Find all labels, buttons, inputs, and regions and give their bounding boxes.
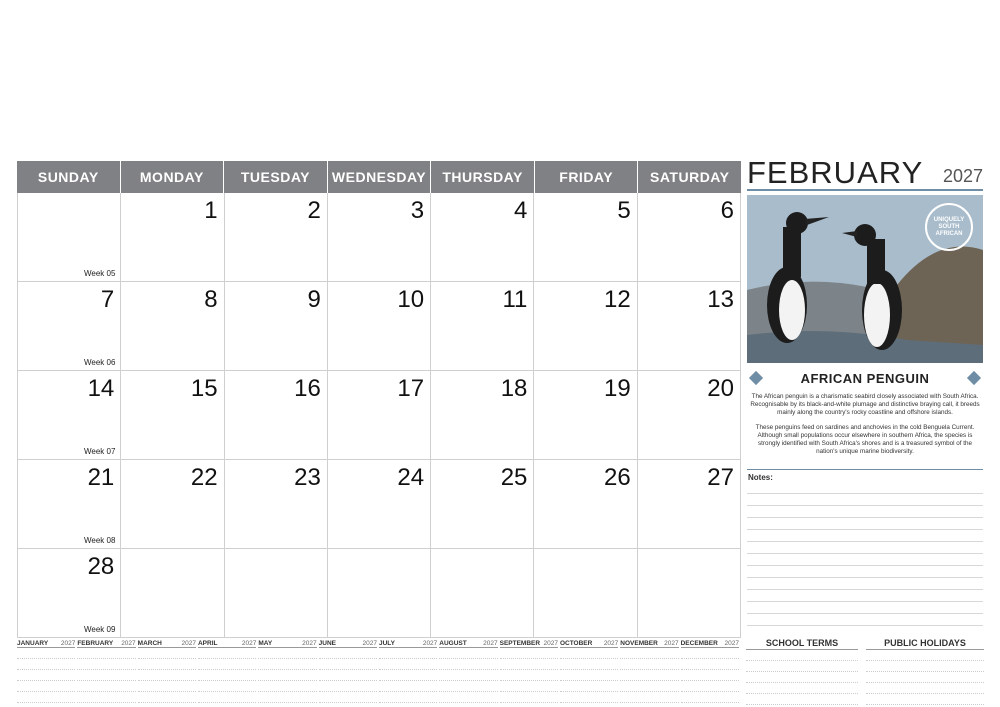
week-row — [17, 282, 741, 371]
day-cell[interactable] — [224, 371, 327, 459]
feature-paragraph: The African penguin is a charismatic seabird closely associated with South Africa. Recognisable by its black-and-white plumage and distinctive braying call, it breeds mainly along the country's rocky coastline and offshore islands. — [750, 393, 980, 417]
week-label: Week 07 — [84, 447, 116, 456]
day-cell[interactable] — [430, 549, 533, 637]
notes-label: Notes: — [748, 473, 773, 482]
date-number: 19 — [603, 375, 631, 402]
day-cell[interactable] — [224, 549, 327, 637]
day-cell[interactable] — [430, 282, 533, 370]
day-cell[interactable] — [17, 282, 120, 370]
uniquely-south-african-logo — [925, 203, 973, 251]
day-cell[interactable] — [327, 549, 430, 637]
day-cell[interactable] — [17, 460, 120, 548]
day-cell[interactable] — [224, 282, 327, 370]
feature-title: AFRICAN PENGUIN — [800, 370, 930, 386]
date-number: 4 — [514, 197, 528, 224]
date-number: 27 — [707, 464, 734, 491]
feature-paragraph: These penguins feed on sardines and anchovies in the cold Benguela Current. Although small populations occur elsewhere in southern Africa, the species is strongly identified with South Africa's shores and is a treasured symbol of the nation's unique marine biodiversity. — [755, 423, 975, 456]
day-cell[interactable] — [120, 282, 223, 370]
feature-description — [747, 393, 983, 456]
date-number: 25 — [500, 464, 528, 491]
weekday-thursday: THURSDAY — [430, 161, 534, 193]
school-terms-title: SCHOOL TERMS — [746, 638, 858, 650]
day-cell[interactable] — [327, 282, 430, 370]
mini-month-name: JANUARY — [17, 640, 49, 647]
date-number: 7 — [100, 286, 115, 313]
mini-month-year: 2027 — [181, 640, 196, 647]
day-cell[interactable] — [327, 371, 430, 459]
mini-month — [319, 640, 379, 703]
date-number: 21 — [87, 464, 115, 491]
note-line — [747, 542, 983, 554]
school-terms-box — [746, 638, 858, 705]
note-line — [747, 554, 983, 566]
month-info-panel — [747, 155, 983, 482]
day-cell[interactable] — [17, 549, 120, 637]
mini-month-year: 2027 — [543, 640, 558, 647]
week-label: Week 08 — [84, 536, 116, 545]
day-cell[interactable] — [120, 193, 223, 281]
day-cell[interactable] — [224, 193, 327, 281]
mini-month-year: 2027 — [60, 640, 76, 647]
date-number: 14 — [87, 375, 115, 402]
mini-month — [258, 640, 318, 703]
date-number: 1 — [204, 197, 218, 224]
mini-month-year: 2027 — [422, 640, 438, 647]
date-number: 6 — [720, 197, 734, 224]
year-overview-strip — [17, 640, 741, 703]
note-line — [747, 518, 983, 530]
day-cell[interactable] — [430, 193, 533, 281]
mini-month-year: 2027 — [664, 640, 679, 647]
day-cell[interactable] — [327, 193, 430, 281]
week-row — [17, 460, 741, 549]
mini-month-year: 2027 — [121, 640, 136, 647]
day-cell[interactable] — [533, 282, 636, 370]
day-cell[interactable] — [120, 460, 223, 548]
date-number: 13 — [707, 286, 734, 313]
date-number: 12 — [603, 286, 631, 313]
mini-month-name: FEBRUARY — [77, 640, 114, 647]
day-cell[interactable] — [224, 460, 327, 548]
note-line — [747, 506, 983, 518]
day-cell[interactable] — [533, 193, 636, 281]
date-number: 18 — [500, 375, 528, 402]
month-name: FEBRUARY — [747, 155, 924, 190]
day-cell[interactable] — [637, 371, 741, 459]
day-cell[interactable] — [533, 460, 636, 548]
mini-month-name: JULY — [378, 640, 395, 647]
mini-month — [198, 640, 258, 703]
mini-month — [620, 640, 680, 703]
day-cell[interactable] — [533, 549, 636, 637]
date-number: 15 — [190, 375, 218, 402]
date-number: 26 — [603, 464, 631, 491]
note-line — [747, 602, 983, 614]
day-cell[interactable] — [17, 193, 120, 281]
mini-month — [681, 640, 741, 703]
notes-area[interactable] — [747, 469, 983, 626]
mini-month-year: 2027 — [362, 640, 377, 647]
mini-month — [77, 640, 137, 703]
day-cell[interactable] — [120, 549, 223, 637]
month-header — [747, 155, 983, 191]
date-number: 22 — [190, 464, 218, 491]
mini-month-name: MARCH — [137, 640, 162, 647]
mini-month — [560, 640, 620, 703]
weekday-tuesday: TUESDAY — [223, 161, 327, 193]
mini-month-name: MAY — [258, 640, 273, 647]
note-line — [747, 566, 983, 578]
badge-text: UNIQUELY SOUTH AFRICAN — [933, 216, 965, 237]
weekday-friday: FRIDAY — [534, 161, 638, 193]
day-cell[interactable] — [430, 460, 533, 548]
date-number: 11 — [502, 286, 528, 313]
mini-month-name: AUGUST — [439, 640, 467, 647]
mini-month-year: 2027 — [302, 640, 317, 647]
mini-month-name: SEPTEMBER — [499, 640, 541, 647]
weekday-wednesday: WEDNESDAY — [327, 161, 431, 193]
mini-month-year: 2027 — [724, 640, 739, 647]
date-number: 5 — [617, 197, 631, 224]
weekday-saturday: SATURDAY — [637, 161, 741, 193]
day-cell[interactable] — [637, 282, 741, 370]
diamond-icon — [967, 371, 981, 385]
weekday-sunday: SUNDAY — [17, 161, 120, 193]
mini-month-name: DECEMBER — [680, 640, 718, 647]
year-label: 2027 — [942, 166, 983, 186]
date-number: 2 — [307, 197, 321, 224]
date-number: 17 — [397, 375, 425, 402]
week-row — [17, 193, 741, 282]
day-cell[interactable] — [637, 460, 741, 548]
mini-month-name: NOVEMBER — [620, 640, 658, 647]
weekday-header-row — [17, 161, 741, 193]
mini-month — [379, 640, 439, 703]
week-row — [17, 549, 741, 638]
mini-month-name: JUNE — [318, 640, 336, 647]
mini-month-year: 2027 — [603, 640, 619, 647]
date-number: 8 — [204, 286, 218, 313]
mini-month — [138, 640, 198, 703]
week-label: Week 09 — [84, 625, 116, 634]
calendar-grid — [17, 161, 741, 638]
note-line — [747, 590, 983, 602]
mini-month-year: 2027 — [241, 640, 257, 647]
date-number: 10 — [397, 286, 425, 313]
date-number: 23 — [294, 464, 321, 491]
mini-month-name: APRIL — [197, 640, 218, 647]
public-holidays-box — [866, 638, 984, 705]
date-number: 20 — [707, 375, 734, 402]
day-cell[interactable] — [637, 193, 741, 281]
mini-month-name: OCTOBER — [559, 640, 593, 647]
day-cell[interactable] — [327, 460, 430, 548]
mini-month — [500, 640, 560, 703]
week-label: Week 06 — [84, 358, 116, 367]
day-cell[interactable] — [120, 371, 223, 459]
day-cell[interactable] — [430, 371, 533, 459]
note-line — [747, 614, 983, 626]
diamond-icon — [749, 371, 763, 385]
public-holidays-title: PUBLIC HOLIDAYS — [866, 638, 984, 650]
mini-month — [439, 640, 499, 703]
note-line — [747, 530, 983, 542]
date-number: 28 — [87, 553, 115, 580]
feature-title-bar — [747, 367, 983, 389]
day-cell[interactable] — [533, 371, 636, 459]
weekday-monday: MONDAY — [120, 161, 224, 193]
note-line — [747, 494, 983, 506]
note-line — [747, 578, 983, 590]
week-row — [17, 371, 741, 460]
date-number: 9 — [307, 286, 321, 313]
note-line — [747, 482, 983, 494]
date-number: 16 — [294, 375, 321, 402]
mini-month-year: 2027 — [483, 640, 498, 647]
day-cell[interactable] — [17, 371, 120, 459]
mini-month — [17, 640, 77, 703]
penguin-photo — [747, 195, 983, 363]
date-number: 24 — [397, 464, 425, 491]
week-label: Week 05 — [84, 269, 116, 278]
date-number: 3 — [410, 197, 425, 224]
day-cell[interactable] — [637, 549, 741, 637]
